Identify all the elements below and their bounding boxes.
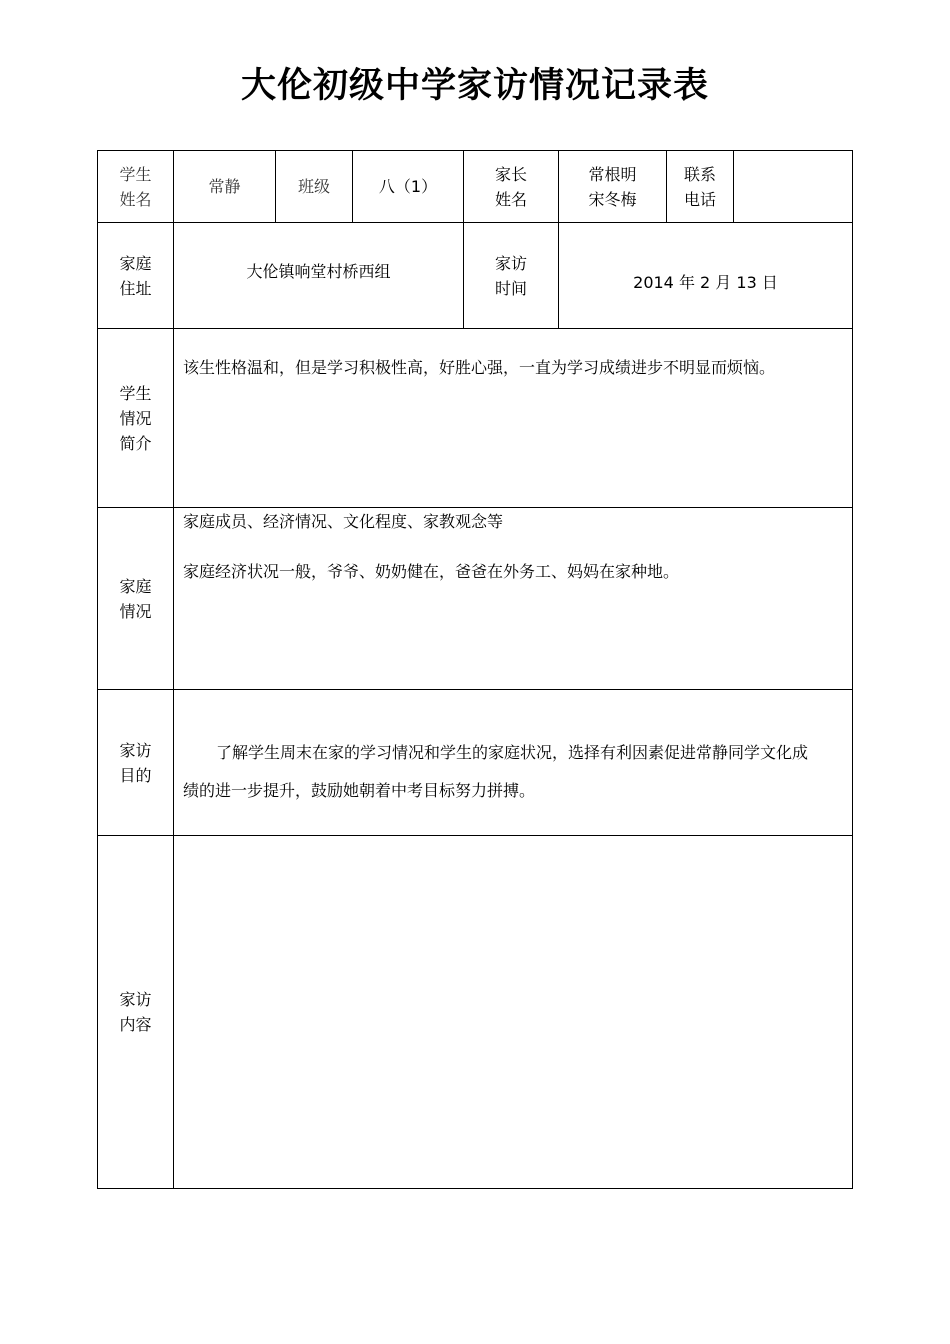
visit-time-label: 家访 时间 [494, 253, 527, 298]
row-divider [97, 507, 853, 508]
student-intro-text: 该生性格温和，但是学习积极性高，好胜心强，一直为学习成绩进步不明显而烦恼。 [183, 358, 776, 377]
address-label: 家庭 住址 [119, 253, 152, 298]
row-divider [97, 689, 853, 690]
student-intro-label: 学生 情况 简介 [119, 383, 152, 453]
student-name-label: 学生 姓名 [119, 164, 152, 209]
phone-value [734, 151, 852, 222]
purpose-label: 家访 目的 [119, 740, 152, 785]
class-label: 班级 [297, 177, 330, 196]
class-value: 八（1） [378, 177, 438, 196]
family-text: 家庭经济状况一般，爷爷、奶奶健在，爸爸在外务工、妈妈在家种地。 [183, 562, 680, 581]
purpose-line-1: 了解学生周末在家的学习情况和学生的家庭状况，选择有利因素促进常静同学文化成 [216, 743, 809, 762]
visit-content-label: 家访 内容 [119, 990, 152, 1034]
row-divider [97, 835, 853, 836]
purpose-text [183, 734, 848, 810]
parent-name-label: 家长 姓名 [494, 164, 527, 209]
phone-label: 联系 电话 [683, 164, 716, 209]
purpose-line-2: 绩的进一步提升，鼓励她朝着中考目标努力拼搏。 [183, 781, 536, 800]
table-border-bottom [97, 1188, 853, 1189]
address-value: 大伦镇响堂村桥西组 [246, 262, 391, 281]
student-name-value: 常静 [208, 177, 241, 196]
parent-name-value: 常根明 宋冬梅 [588, 164, 637, 209]
family-hint: 家庭成员、经济情况、文化程度、家教观念等 [183, 512, 504, 531]
page-title: 大伦初级中学家访情况记录表 [240, 66, 709, 106]
row-divider [97, 328, 853, 329]
visit-time-value: 2014 年 2 月 13 日 [633, 273, 778, 292]
family-label: 家庭 情况 [119, 576, 152, 621]
table-border-right [852, 150, 853, 1189]
